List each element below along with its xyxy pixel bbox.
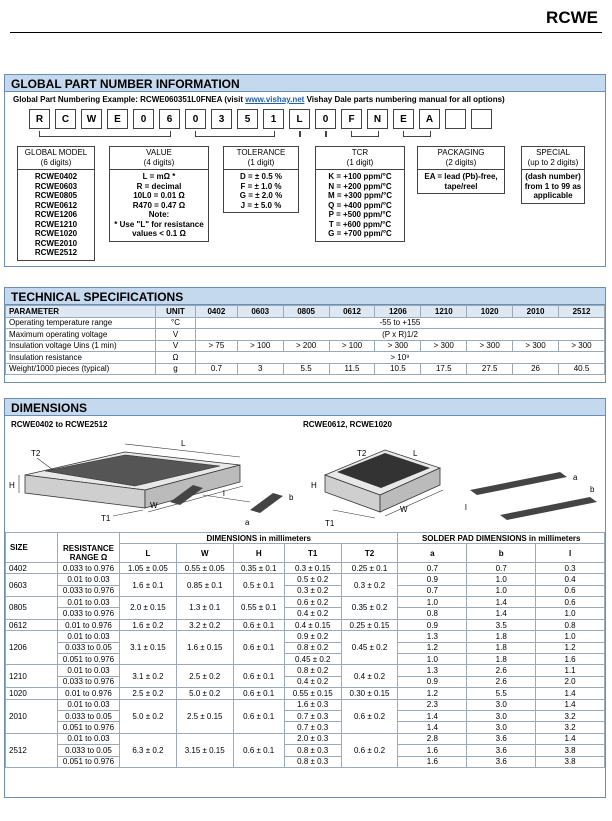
dims-col-header: T2	[341, 544, 398, 563]
dims-col-header: W	[176, 544, 233, 563]
part-number-boxes	[29, 109, 492, 129]
top-rule	[10, 32, 602, 33]
wide-chip-diagram	[305, 430, 605, 530]
dims-col-header: a	[398, 544, 467, 563]
dims-row: 1020 0.01 to 0.976 2.5 ± 0.2 5.0 ± 0.2 0.6 ± 0.1 0.55 ± 0.15 0.30 ± 0.15 1.2 5.5 1.4	[6, 688, 605, 699]
field-heading: VALUE (4 digits)	[110, 147, 208, 170]
dims-col-header: T1	[284, 544, 341, 563]
w-label-right: W	[400, 505, 408, 514]
tech-spec-table	[5, 305, 605, 375]
part-number-box: W	[81, 109, 102, 129]
field-heading: SPECIAL (up to 2 digits)	[522, 147, 584, 170]
part-number-box: 0	[133, 109, 154, 129]
col-size: SIZE	[6, 533, 58, 563]
tech-col-header: 1206	[375, 306, 421, 318]
dims-row: 0.033 to 0.976 0.4 ± 0.2 0.9 2.6 2.0	[6, 676, 605, 687]
group-solder-pad: SOLDER PAD DIMENSIONS in millimeters	[398, 533, 605, 544]
field-box	[417, 146, 505, 194]
tech-row: Insulation resistance Ω > 10⁹	[6, 352, 605, 364]
tech-col-header: 1210	[421, 306, 467, 318]
tech-row: Operating temperature range °C -55 to +155	[6, 317, 605, 329]
field-body: L = mΩ * R = decimal 10L0 = 0.01 Ω R470 = 0.47 Ω Note: * Use "L" for resistance values < 0.1 Ω	[114, 172, 204, 238]
dims-row: 0402 0.033 to 0.976 1.05 ± 0.05 0.55 ± 0.05 0.35 ± 0.1 0.3 ± 0.15 0.25 ± 0.1 0.7 0.7 0.3	[6, 562, 605, 573]
tech-col-header: 2010	[513, 306, 559, 318]
part-number-box: A	[419, 109, 440, 129]
page-title: RCWE	[546, 8, 598, 27]
field-body: D = ± 0.5 % F = ± 1.0 % G = ± 2.0 % J = ± 5.0 %	[239, 172, 283, 210]
dims-col-header: b	[467, 544, 536, 563]
tech-col-header: 0402	[196, 306, 238, 318]
right-diagram-label: RCWE0612, RCWE1020	[303, 420, 392, 429]
field-body: EA = lead (Pb)-free, tape/reel	[424, 172, 498, 191]
dims-row: 0805 0.01 to 0.03 2.0 ± 0.15 1.3 ± 0.1 0.55 ± 0.1 0.6 ± 0.2 0.35 ± 0.2 1.0 1.4 0.6	[6, 597, 605, 608]
field-body: K = +100 ppm/°C N = +200 ppm/°C M = +300 ppm/°C Q = +400 ppm/°C P = +500 ppm/°C T = +600 ppm/°C G = +700 ppm/°C	[327, 172, 393, 238]
tech-row: Insulation voltage Uins (1 min) V > 75 > 100 > 200 > 100 > 300 > 300 > 300 > 300 > 300	[6, 340, 605, 352]
field-heading: TOLERANCE (1 digit)	[224, 147, 298, 170]
dimensions-section	[4, 398, 606, 798]
tech-col-header: 2512	[559, 306, 605, 318]
section-heading: GLOBAL PART NUMBER INFORMATION	[5, 75, 605, 92]
dims-row: 2512 0.01 to 0.03 6.3 ± 0.2 3.15 ± 0.15 0.6 ± 0.1 2.0 ± 0.3 0.6 ± 0.2 2.8 3.6 1.4	[6, 733, 605, 744]
pad-a-label-right: a	[573, 473, 578, 482]
part-number-box: 3	[211, 109, 232, 129]
dims-row: 2010 0.01 to 0.03 5.0 ± 0.2 2.5 ± 0.15 0.6 ± 0.1 1.6 ± 0.3 0.6 ± 0.2 2.3 3.0 1.4	[6, 699, 605, 710]
field-box	[109, 146, 209, 242]
dims-row: 0.051 to 0.976 0.7 ± 0.3 1.4 3.0 3.2	[6, 722, 605, 733]
part-number-box: C	[55, 109, 76, 129]
field-heading: TCR (1 digit)	[316, 147, 404, 170]
part-number-example	[5, 92, 605, 107]
dims-col-header: L	[120, 544, 177, 563]
h-label: H	[9, 481, 15, 490]
box-group-bracket	[325, 131, 327, 137]
pad-l-label: l	[223, 489, 225, 498]
part-number-box: E	[393, 109, 414, 129]
dims-row: 0.033 to 0.976 0.4 ± 0.2 0.8 1.4 1.0	[6, 608, 605, 619]
example-prefix: Global Part Numbering Example: RCWE060351L0FNEA (visit	[13, 95, 246, 104]
tech-row: Maximum operating voltage V (P x R)1/2	[6, 329, 605, 341]
t1-label: T1	[101, 514, 111, 523]
pad-l-label-right: l	[465, 503, 467, 512]
part-number-box: F	[341, 109, 362, 129]
dims-row: 1210 0.01 to 0.03 3.1 ± 0.2 2.5 ± 0.2 0.6 ± 0.1 0.8 ± 0.2 0.4 ± 0.2 1.3 2.6 1.1	[6, 665, 605, 676]
left-diagram-label: RCWE0402 to RCWE2512	[11, 420, 108, 429]
dims-row: 0.033 to 0.05 0.8 ± 0.2 1.2 1.8 1.2	[6, 642, 605, 653]
t1-label-right: T1	[325, 519, 335, 528]
dims-row: 0.051 to 0.976 0.45 ± 0.2 1.0 1.8 1.6	[6, 654, 605, 665]
field-heading: PACKAGING (2 digits)	[418, 147, 504, 170]
field-body: RCWE0402 RCWE0603 RCWE0805 RCWE0612 RCWE1206 RCWE1210 RCWE1020 RCWE2010 RCWE2512	[34, 172, 78, 257]
part-number-box: N	[367, 109, 388, 129]
tech-col-header: 0612	[329, 306, 375, 318]
part-number-box	[445, 109, 466, 129]
dims-row: 0.033 to 0.976 0.3 ± 0.2 0.7 1.0 0.6	[6, 585, 605, 596]
field-box	[17, 146, 95, 261]
example-suffix: Vishay Dale parts numbering manual for all options)	[304, 95, 505, 104]
part-number-box: R	[29, 109, 50, 129]
part-number-box: E	[107, 109, 128, 129]
t2-label: T2	[31, 449, 41, 458]
box-group-bracket	[351, 131, 379, 137]
dims-row: 0603 0.01 to 0.03 1.6 ± 0.1 0.85 ± 0.1 0.5 ± 0.1 0.5 ± 0.2 0.3 ± 0.2 0.9 1.0 0.4	[6, 574, 605, 585]
pad-a-label: a	[245, 518, 250, 527]
dims-row: 0.033 to 0.05 0.7 ± 0.3 1.4 3.0 3.2	[6, 710, 605, 721]
h-label-right: H	[311, 481, 317, 490]
dims-row: 0.051 to 0.976 0.8 ± 0.3 1.6 3.6 3.8	[6, 756, 605, 767]
field-box	[521, 146, 585, 204]
vishay-link[interactable]: www.vishay.net	[245, 95, 305, 104]
field-body: (dash number) from 1 to 99 as applicable	[524, 172, 582, 200]
box-group-bracket	[195, 131, 275, 137]
tech-col-header: 1020	[467, 306, 513, 318]
global-part-number-section	[4, 74, 606, 267]
dims-row: 0.033 to 0.05 0.8 ± 0.3 1.6 3.6 3.8	[6, 745, 605, 756]
tech-col-header: 0603	[237, 306, 283, 318]
box-group-bracket	[39, 131, 171, 137]
box-group-bracket	[299, 131, 301, 137]
tech-row: Weight/1000 pieces (typical) g 0.7 3 5.5 11.5 10.5 17.5 27.5 26 40.5	[6, 363, 605, 375]
part-number-box	[471, 109, 492, 129]
box-group-bracket	[403, 131, 431, 137]
tech-col-header: UNIT	[156, 306, 196, 318]
dims-row: 1206 0.01 to 0.03 3.1 ± 0.15 1.6 ± 0.15 0.6 ± 0.1 0.9 ± 0.2 0.45 ± 0.2 1.3 1.8 1.0	[6, 631, 605, 642]
dimensions-table	[5, 532, 605, 768]
part-number-box: 0	[315, 109, 336, 129]
section-heading: DIMENSIONS	[5, 399, 605, 416]
col-resistance-range: RESISTANCE RANGE Ω	[58, 544, 120, 563]
part-number-box: 5	[237, 109, 258, 129]
dims-col-header: l	[536, 544, 605, 563]
pad-b-label: b	[289, 493, 294, 502]
l-label-right: L	[413, 449, 418, 458]
dims-col-header: H	[233, 544, 284, 563]
field-box	[315, 146, 405, 242]
tech-col-header: PARAMETER	[6, 306, 156, 318]
t2-label-right: T2	[357, 449, 367, 458]
part-number-box: 6	[159, 109, 180, 129]
dimension-diagrams	[5, 416, 605, 532]
part-number-box: L	[289, 109, 310, 129]
section-heading: TECHNICAL SPECIFICATIONS	[5, 288, 605, 305]
group-dimensions: DIMENSIONS in millimeters	[120, 533, 398, 544]
dims-row: 0612 0.01 to 0.976 1.6 ± 0.2 3.2 ± 0.2 0.6 ± 0.1 0.4 ± 0.15 0.25 ± 0.15 0.9 3.5 0.8	[6, 619, 605, 630]
field-box	[223, 146, 299, 213]
part-number-box: 0	[185, 109, 206, 129]
w-label: W	[150, 501, 158, 510]
l-label: L	[181, 439, 186, 448]
technical-specifications-section	[4, 287, 606, 383]
field-heading: GLOBAL MODEL (6 digits)	[18, 147, 94, 170]
part-number-box: 1	[263, 109, 284, 129]
chip-diagram	[5, 430, 305, 530]
pad-b-label-right: b	[590, 485, 595, 494]
tech-col-header: 0805	[283, 306, 329, 318]
